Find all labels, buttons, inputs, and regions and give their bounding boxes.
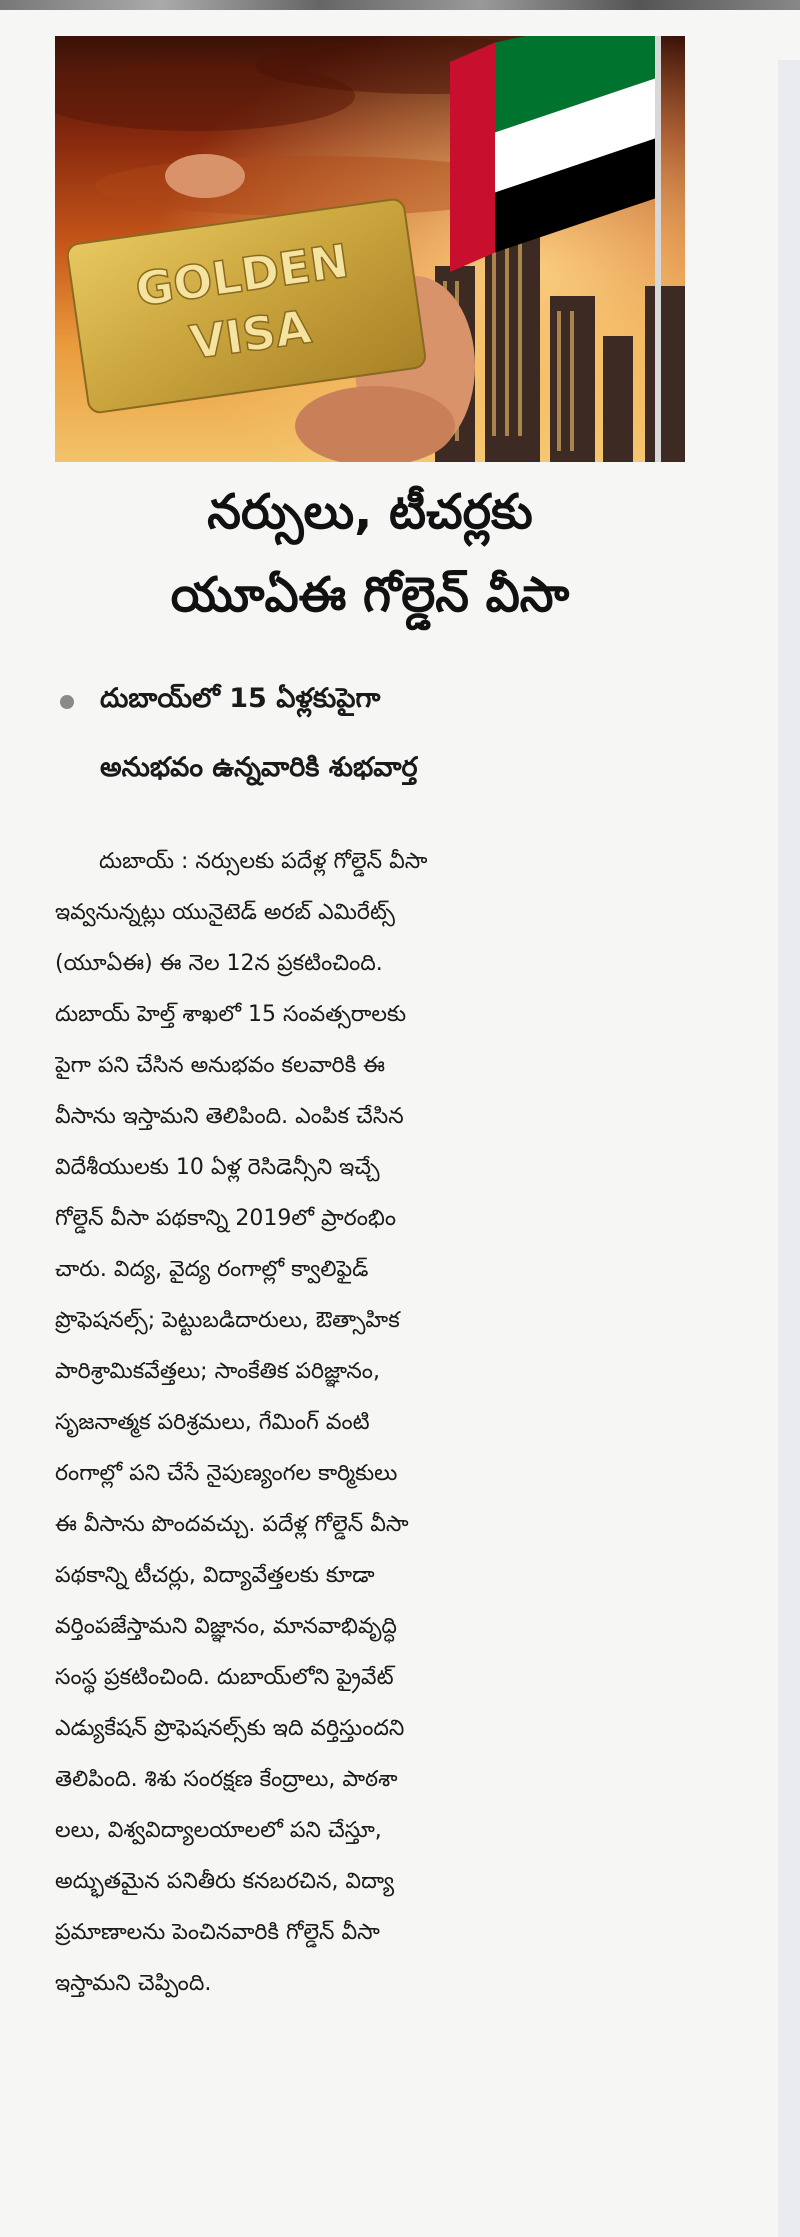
body-line: పారిశ్రామికవేత్తలు; సాంకేతిక పరిజ్ఞానం, bbox=[55, 1359, 380, 1384]
adjacent-column-margin bbox=[778, 60, 800, 2237]
body-line: సృజనాత్మక పరిశ్రమలు, గేమింగ్ వంటి bbox=[55, 1410, 370, 1435]
subheading-line-1: దుబాయ్‌లో 15 ఏళ్లకుపైగా bbox=[100, 683, 381, 714]
body-line: అద్భుతమైన పనితీరు కనబరచిన, విద్యా bbox=[55, 1869, 395, 1894]
body-line: గోల్డెన్ వీసా పథకాన్ని 2019లో ప్రారంభిం bbox=[55, 1206, 396, 1231]
article-body bbox=[55, 836, 685, 2009]
body-line: ఈ వీసాను పొందవచ్చు. పదేళ్ల గోల్డెన్ వీసా bbox=[55, 1512, 409, 1537]
body-line: పథకాన్ని టీచర్లు, విద్యావేత్తలకు కూడా bbox=[55, 1563, 375, 1588]
article-photo bbox=[55, 36, 685, 462]
body-line: చారు. విద్య, వైద్య రంగాల్లో క్వాలిఫైడ్ bbox=[55, 1257, 369, 1282]
headline-line-1: నర్సులు, టీచర్లకు bbox=[207, 484, 533, 540]
body-line: (యూఏఈ) ఈ నెల 12న ప్రకటించింది. bbox=[55, 951, 383, 976]
body-line: ఇస్తామని చెప్పింది. bbox=[55, 1971, 212, 1996]
body-line: సంస్థ ప్రకటించింది. దుబాయ్‌లోని ప్రైవేట్ bbox=[55, 1665, 394, 1690]
body-line: వీసాను ఇస్తామని తెలిపింది. ఎంపిక చేసిన bbox=[55, 1104, 404, 1129]
bullet-dot bbox=[60, 695, 74, 709]
body-line: పైగా పని చేసిన అనుభవం కలవారికి ఈ bbox=[55, 1053, 386, 1078]
card-text-visa: VISA bbox=[186, 299, 315, 370]
body-line: ఇవ్వనున్నట్లు యునైటెడ్ అరబ్ ఎమిరేట్స్ bbox=[55, 900, 395, 925]
top-edge-strip bbox=[0, 0, 800, 10]
body-line: తెలిపింది. శిశు సంరక్షణ కేంద్రాలు, పాఠశా bbox=[55, 1767, 398, 1792]
headline-line-2: యూఏఈ గోల్డెన్ వీసా bbox=[170, 567, 570, 623]
body-line: లలు, విశ్వవిద్యాలయాలలో పని చేస్తూ, bbox=[55, 1818, 382, 1843]
body-line: ప్రొఫెషనల్స్; పెట్టుబడిదారులు, ఔత్సాహిక bbox=[55, 1308, 400, 1333]
body-line: ఎడ్యుకేషన్ ప్రొఫెషనల్స్‌కు ఇది వర్తిస్తుందని bbox=[55, 1716, 405, 1741]
body-line: వర్తింపజేస్తామని విజ్ఞానం, మానవాభివృద్ధి bbox=[55, 1614, 397, 1639]
body-line: విదేశీయులకు 10 ఏళ్ల రెసిడెన్సీని ఇచ్చే bbox=[55, 1155, 380, 1180]
subheading-line-2: అనుభవం ఉన్నవారికి శుభవార్త bbox=[100, 752, 418, 783]
card-text-golden: GOLDEN bbox=[132, 233, 352, 317]
body-line: దుబాయ్ హెల్త్ శాఖలో 15 సంవత్సరాలకు bbox=[55, 1002, 407, 1027]
body-line: దుబాయ్ : నర్సులకు పదేళ్ల గోల్డెన్ వీసా bbox=[99, 849, 428, 874]
golden-visa-illustration bbox=[55, 36, 685, 462]
body-line: రంగాల్లో పని చేసే నైపుణ్యంగల కార్మికులు bbox=[55, 1461, 398, 1486]
body-line: ప్రమాణాలను పెంచినవారికి గోల్డెన్ వీసా bbox=[55, 1920, 380, 1945]
